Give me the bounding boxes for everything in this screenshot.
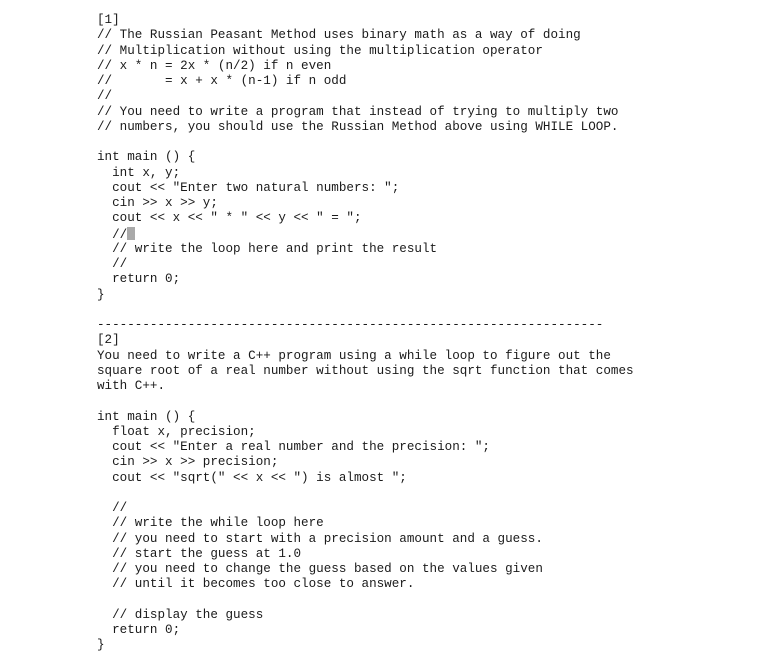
section-divider: -------------------------------------------------------------------	[97, 318, 604, 332]
line-section-2-heading: [2]	[97, 333, 120, 348]
line-section-1-heading: [1]	[97, 13, 120, 27]
line-comment-task-2: // numbers, you should use the Russian Method above using WHILE LOOP.	[97, 119, 619, 134]
line-blank	[97, 486, 767, 501]
line-declare-xy: int x, y;	[97, 165, 181, 180]
text-cursor	[127, 227, 135, 240]
line-blank	[97, 593, 767, 608]
line-close-brace-2: }	[97, 638, 105, 653]
line-comment-change-guess: // you need to change the guess based on the values given	[97, 562, 543, 576]
line-main-signature: int main () {	[97, 150, 196, 165]
line-comment-formula-even: // x * n = 2x * (n/2) if n even	[97, 58, 332, 73]
code-document	[97, 13, 767, 654]
line-comment-blank: //	[97, 89, 113, 104]
line-comment-write-loop: // write the loop here and print the result	[97, 241, 438, 256]
line-comment-multiplication: // Multiplication without using the multiplication operator	[97, 43, 543, 58]
line-blank	[97, 135, 767, 150]
line-comment-text: //	[97, 227, 128, 242]
line-blank	[97, 394, 767, 409]
line-main-signature-2: int main () {	[97, 409, 196, 424]
line-cout-expression: cout << x << " * " << y << " = ";	[97, 211, 362, 226]
line-return: return 0;	[97, 272, 181, 287]
line-comment-guess-start: // start the guess at 1.0	[97, 546, 302, 561]
line-blank	[97, 303, 767, 318]
line-task-2-text-1: You need to write a C++ program using a while loop to figure out the	[97, 348, 611, 363]
line-comment-start: //	[97, 501, 128, 515]
line-cin-xy: cin >> x >> y;	[97, 196, 218, 210]
line-cout-prompt-2: cout << "Enter a real number and the precision: ";	[97, 440, 490, 454]
line-cout-sqrt: cout << "sqrt(" << x << ") is almost ";	[97, 470, 407, 485]
line-comment-precision: // you need to start with a precision amount and a guess.	[97, 531, 543, 546]
line-comment-until: // until it becomes too close to answer.	[97, 577, 415, 592]
line-task-2-text-2: square root of a real number without using the sqrt function that comes	[97, 363, 634, 378]
line-comment-with-cursor[interactable]	[97, 227, 767, 242]
line-comment-formula-odd: // = x + x * (n-1) if n odd	[97, 74, 347, 88]
line-comment-end: //	[97, 257, 128, 271]
line-declare-float: float x, precision;	[97, 424, 256, 439]
line-return-2: return 0;	[97, 623, 181, 637]
line-comment-while-loop: // write the while loop here	[97, 516, 324, 531]
line-comment-russian-method: // The Russian Peasant Method uses binary math as a way of doing	[97, 28, 581, 43]
line-comment-task-1: // You need to write a program that instead of trying to multiply two	[97, 104, 619, 119]
line-task-2-text-3: with C++.	[97, 379, 166, 393]
line-cin-precision: cin >> x >> precision;	[97, 455, 279, 470]
line-close-brace: }	[97, 287, 105, 302]
line-comment-display: // display the guess	[97, 607, 264, 622]
line-cout-prompt: cout << "Enter two natural numbers: ";	[97, 180, 400, 195]
